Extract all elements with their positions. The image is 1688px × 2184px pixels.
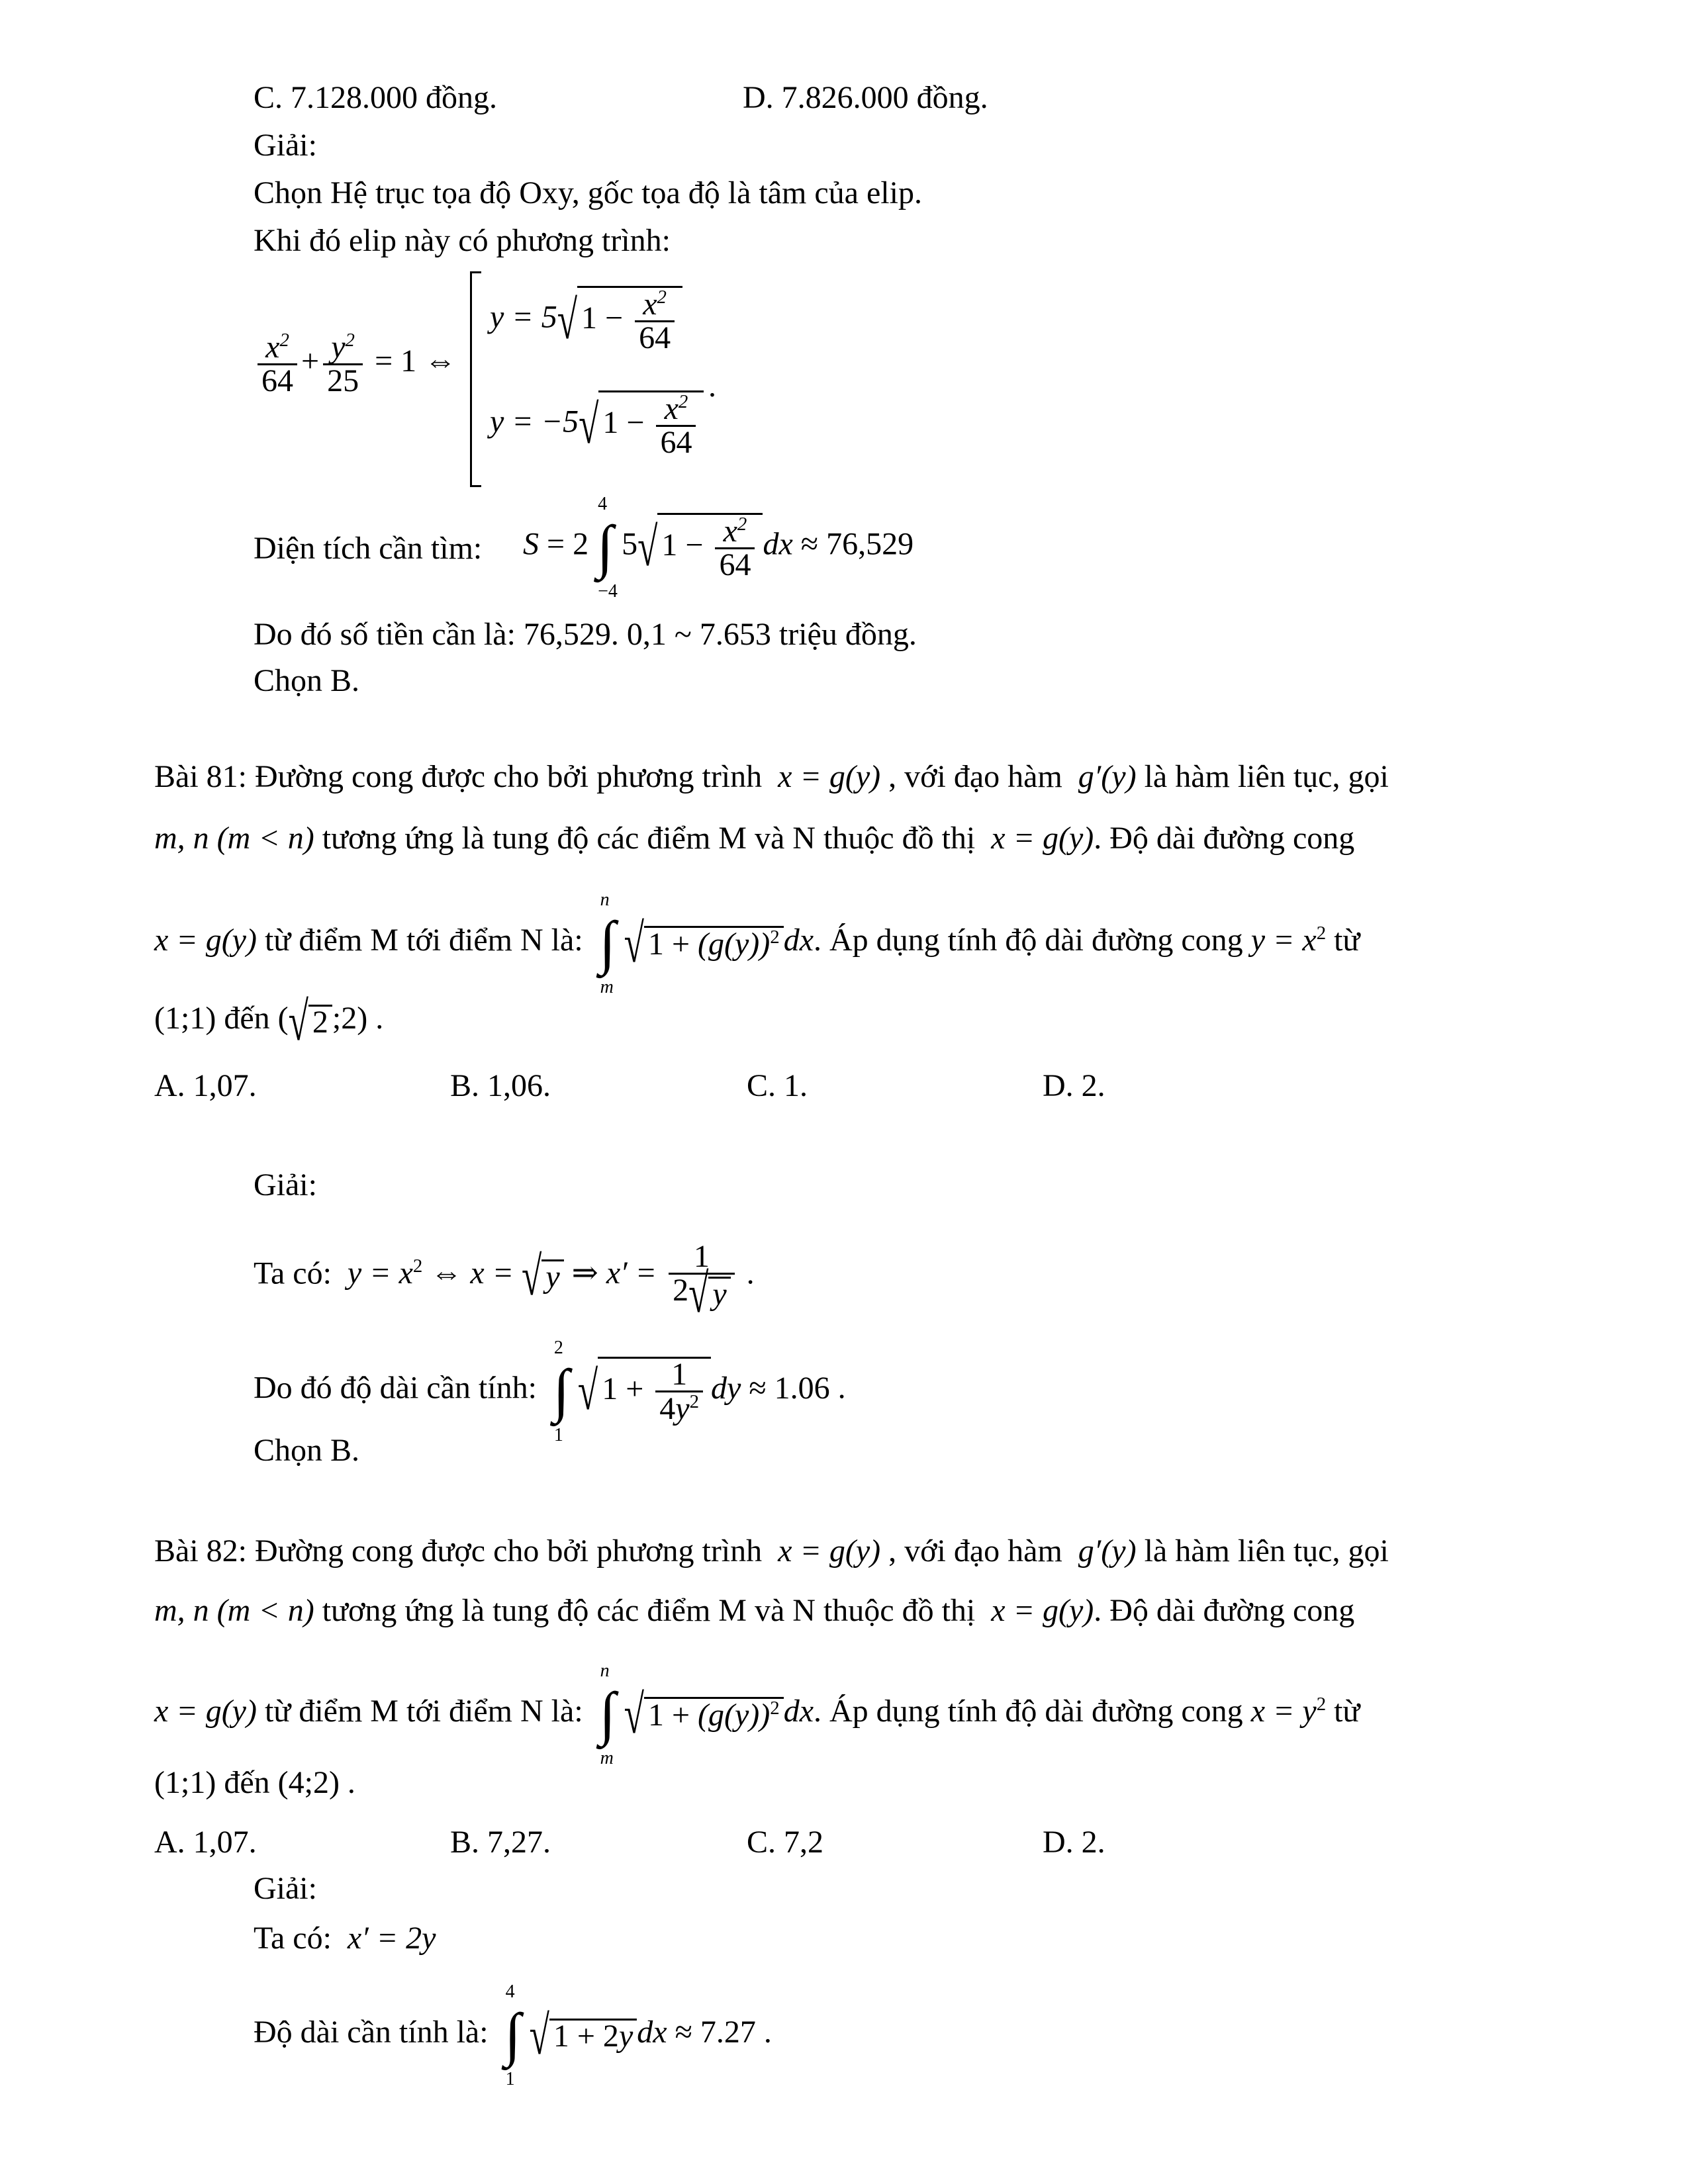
equation-system: y = 5√ 1 − $\frac{x^2}{64}$ y = −5√ 1 − $\frac{x^2}{64}$ bbox=[470, 271, 708, 483]
b81-line-4: (1;1) đến (√ 2 ;2) . bbox=[154, 991, 384, 1052]
b81-option-a: A. 1,07. bbox=[154, 1068, 257, 1103]
b82-length: Độ dài cần tính là: 4 ∫ 1 √ 1 + 2y dx ≈ 7.27 . bbox=[254, 1981, 772, 2089]
b81-option-b: B. 1,06. bbox=[450, 1068, 551, 1103]
area-label: Diện tích cần tìm: bbox=[254, 531, 483, 566]
b82-option-c: C. 7,2 bbox=[747, 1825, 824, 1860]
option-d: D. 7.826.000 đồng. bbox=[743, 80, 988, 115]
ellipse-equation: $\frac{x^2}{64}$ + $\frac{y^2}{25}$ = 1 ⇔ bbox=[254, 331, 456, 397]
solution-line-2: Khi đó elip này có phương trình: bbox=[254, 223, 671, 258]
b82-option-d: D. 2. bbox=[1043, 1825, 1105, 1860]
choose-answer: Chọn B. bbox=[254, 663, 360, 698]
b82-line-1: Bài 82: Đường cong được cho bởi phương trình x = g(y) , với đạo hàm g′(y) là hàm liên tục, gọi bbox=[154, 1533, 1389, 1569]
b81-line-1: Bài 81: Đường cong được cho bởi phương trình x = g(y) , với đạo hàm g′(y) là hàm liên tục, gọi bbox=[154, 759, 1389, 794]
option-c: C. 7.128.000 đồng. bbox=[254, 80, 498, 115]
b81-length: Do đó độ dài cần tính: 2 ∫ 1 √ 1 + $\frac{1}{4y^2}$ dy ≈ 1.06 . bbox=[254, 1337, 846, 1445]
b82-line-4: (1;1) đến (4;2) . bbox=[154, 1765, 355, 1800]
solution-line-1: Chọn Hệ trục tọa độ Oxy, gốc tọa độ là tâm của elip. bbox=[254, 175, 922, 210]
b81-taco: Ta có: $y = x^2$ ⇔ x = √ y ⇒ x′ = $\frac{1}{2√ y}$ . bbox=[254, 1239, 755, 1324]
solution-heading: Giải: bbox=[254, 128, 317, 163]
b81-solution-heading: Giải: bbox=[254, 1167, 317, 1203]
b82-line-3: x = g(y) từ điểm M tới điểm N là: n ∫ m √ $1 + (g(y))^2$ dx. Áp dụng tính độ dài đường cong $x = y^2$ từ bbox=[154, 1661, 1360, 1768]
integral-sign: 4 ∫ −4 bbox=[596, 493, 618, 602]
b82-taco: Ta có: x′ = 2y bbox=[254, 1921, 436, 1956]
b81-option-d: D. 2. bbox=[1043, 1068, 1105, 1103]
money-line: Do đó số tiền cần là: 76,529. 0,1 ~ 7.653 triệu đồng. bbox=[254, 617, 917, 652]
b82-option-a: A. 1,07. bbox=[154, 1825, 257, 1860]
b81-line-2: m, n (m < n) tương ứng là tung độ các điểm M và N thuộc đồ thị x = g(y). Độ dài đường cong bbox=[154, 821, 1355, 856]
b81-line-3: x = g(y) từ điểm M tới điểm N là: n ∫ m √ $1 + (g(y))^2$ dx. Áp dụng tính độ dài đường cong $y = x^2$ từ bbox=[154, 889, 1360, 997]
b81-choose: Chọn B. bbox=[254, 1433, 360, 1468]
b82-solution-heading: Giải: bbox=[254, 1871, 317, 1906]
area-formula: S = 2 4 ∫ −4 5√ 1 − $\frac{x^2}{64}$ dx ≈ 76,529 bbox=[523, 493, 914, 602]
b81-option-c: C. 1. bbox=[747, 1068, 808, 1103]
b82-line-2: m, n (m < n) tương ứng là tung độ các điểm M và N thuộc đồ thị x = g(y). Độ dài đường cong bbox=[154, 1593, 1355, 1628]
system-bracket bbox=[470, 271, 481, 487]
b82-option-b: B. 7,27. bbox=[450, 1825, 551, 1860]
